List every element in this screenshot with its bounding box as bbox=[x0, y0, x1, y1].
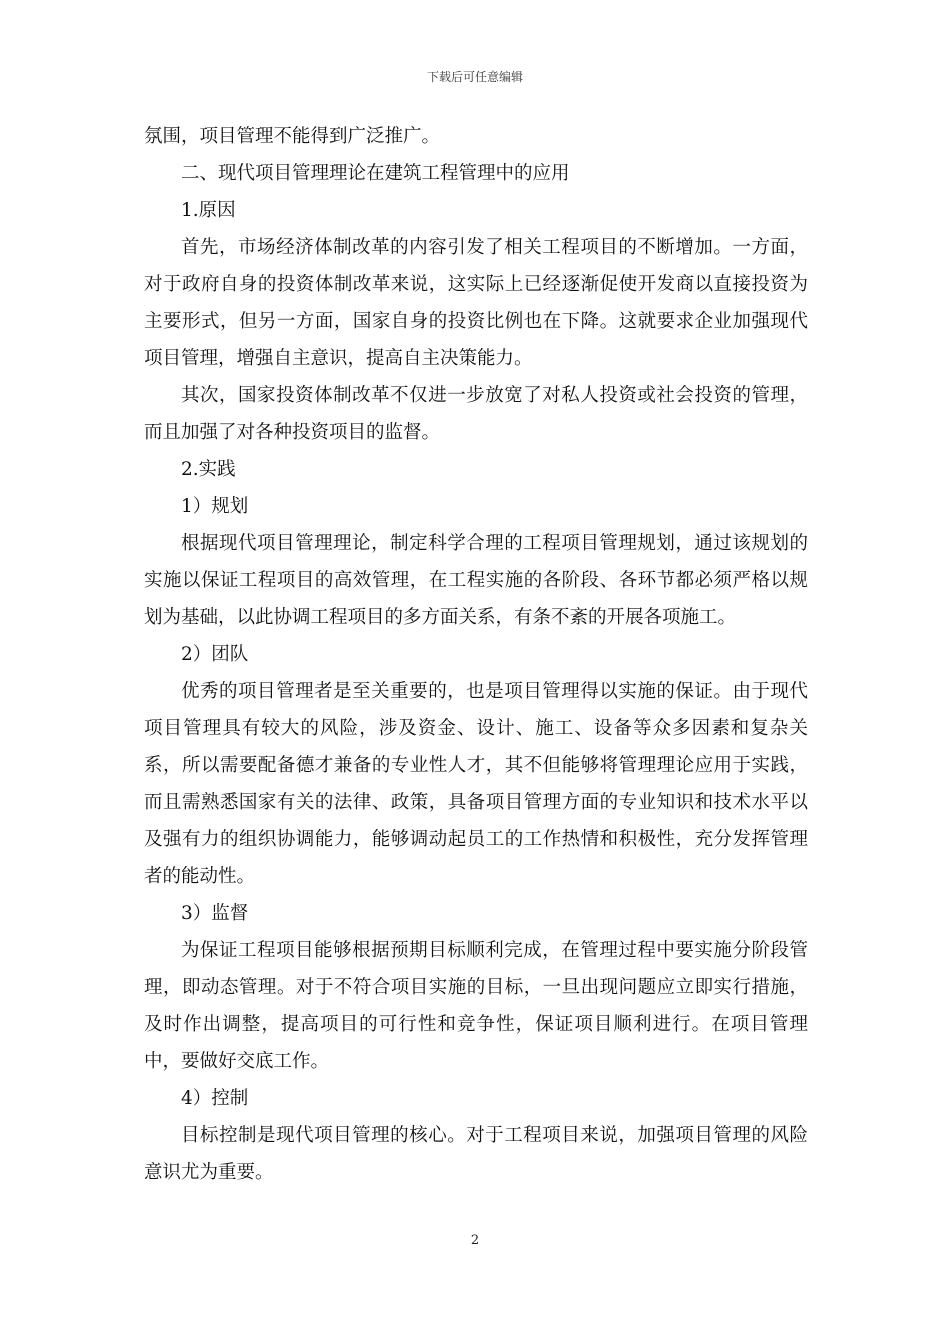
item-heading: 1）规划 bbox=[181, 496, 249, 517]
paragraph: 首先，市场经济体制改革的内容引发了相关工程项目的不断增加。一方面，对于政府自身的投资体制改革来说，这实际上已经逐渐促使开发商以直接投资为主要形式，但另一方面，国家自身的投资比例也在下降。这就要求企业加强现代项目管理，增强自主意识，提高自主决策能力。 bbox=[144, 237, 808, 369]
item-heading: 2）团队 bbox=[181, 644, 249, 665]
section-heading: 二、现代项目管理理论在建筑工程管理中的应用 bbox=[181, 163, 570, 184]
paragraph: 为保证工程项目能够根据预期目标顺利完成，在管理过程中要实施分阶段管理，即动态管理。对于不符合项目实施的目标，一旦出现问题应立即实行措施，及时作出调整，提高项目的可行性和竞争性，保证项目顺利进行。在项目管理中，要做好交底工作。 bbox=[144, 940, 808, 1072]
subsection-heading: 2.实践 bbox=[181, 459, 236, 480]
paragraph: 目标控制是现代项目管理的核心。对于工程项目来说，加强项目管理的风险意识尤为重要。 bbox=[144, 1125, 808, 1183]
page-header: 下载后可任意编辑 bbox=[426, 70, 523, 84]
paragraph: 根据现代项目管理理论，制定科学合理的工程项目管理规划，通过该规划的实施以保证工程项目的高效管理，在工程实施的各阶段、各环节都必须严格以规划为基础，以此协调工程项目的多方面关系，有条不紊的开展各项施工。 bbox=[144, 533, 808, 628]
item-heading: 4）控制 bbox=[181, 1088, 249, 1109]
paragraph: 氛围，项目管理不能得到广泛推广。 bbox=[144, 126, 441, 147]
item-heading: 3）监督 bbox=[181, 903, 249, 924]
paragraph: 其次，国家投资体制改革不仅进一步放宽了对私人投资或社会投资的管理，而且加强了对各种投资项目的监督。 bbox=[144, 385, 808, 443]
document-body bbox=[144, 118, 808, 1191]
subsection-heading: 1.原因 bbox=[181, 200, 236, 221]
paragraph: 优秀的项目管理者是至关重要的，也是项目管理得以实施的保证。由于现代项目管理具有较大的风险，涉及资金、设计、施工、设备等众多因素和复杂关系，所以需要配备德才兼备的专业性人才，其不但能够将管理理论应用于实践，而且需熟悉国家有关的法律、政策，具备项目管理方面的专业知识和技术水平以及强有力的组织协调能力，能够调动起员工的工作热情和积极性，充分发挥管理者的能动性。 bbox=[144, 681, 808, 887]
page-number: 2 bbox=[470, 1233, 480, 1248]
